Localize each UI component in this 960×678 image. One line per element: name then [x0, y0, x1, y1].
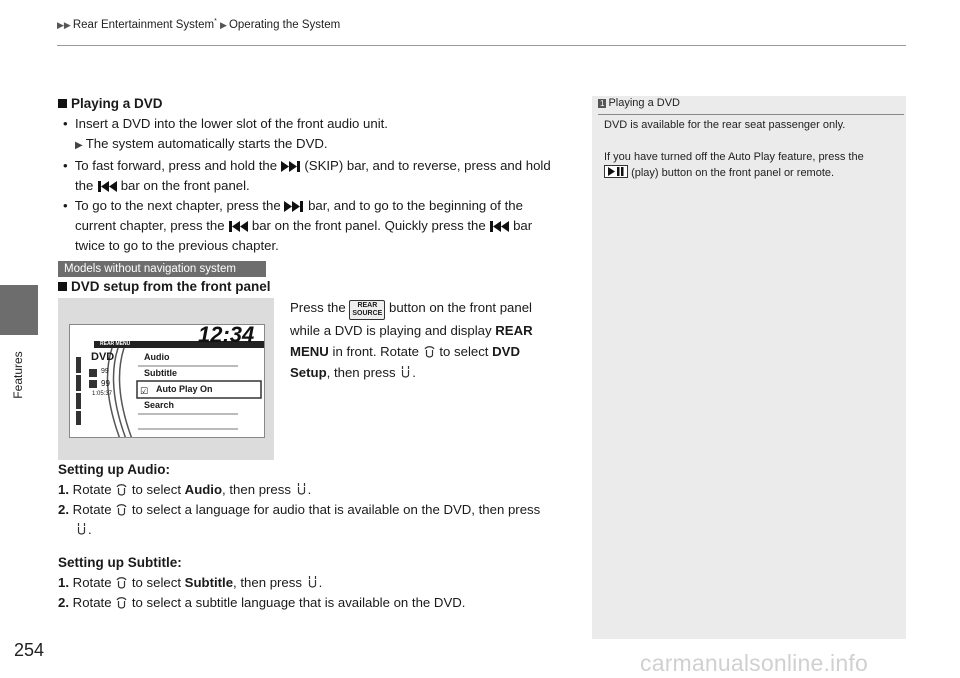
bullet-1-sub: ▶ The system automatically starts the DVD. — [75, 136, 328, 151]
breadcrumb-arrow-icon: ▶▶ — [57, 19, 71, 30]
play-pause-icon — [604, 165, 628, 178]
press-knob-icon — [75, 522, 88, 536]
breadcrumb-arrow-icon: ▶ — [220, 19, 227, 30]
audio-section — [58, 460, 588, 540]
playing-heading: Playing a DVD — [58, 94, 588, 114]
subtitle-heading: Setting up Subtitle: — [58, 555, 182, 570]
skip-back-icon — [228, 221, 248, 232]
subtitle-section — [58, 553, 588, 613]
note-title: 1 Playing a DVD — [600, 97, 680, 109]
breadcrumb — [57, 18, 340, 31]
note-rule — [598, 114, 904, 115]
square-bullet-icon — [58, 282, 67, 291]
skip-back-icon — [97, 181, 117, 192]
header-rule — [57, 45, 906, 46]
audio-heading: Setting up Audio: — [58, 462, 170, 477]
rear-menu-screen — [69, 324, 265, 438]
press-knob-icon — [399, 365, 412, 379]
press-knob-icon — [306, 575, 319, 589]
bullet-2: • To fast forward, press and hold the (SKIP) bar, and to reverse, press and hold — [63, 158, 551, 173]
title-number: 99 — [101, 368, 109, 375]
skip-forward-icon — [284, 201, 304, 212]
playing-section — [58, 94, 588, 256]
press-knob-icon — [295, 482, 308, 496]
breadcrumb-part2: Operating the System — [228, 18, 341, 31]
svg-text:☑: ☑ — [140, 387, 149, 397]
note-paragraph-2: If you have turned off the Auto Play feature, press the (play) button on the front panel or remote. — [604, 151, 864, 179]
subtitle-step-2: 2. Rotate to select a subtitle language that is available on the DVD. — [58, 595, 466, 610]
note-paragraph-1: DVD is available for the rear seat passenger only. — [604, 119, 846, 131]
audio-step-1: 1. Rotate to select Audio, then press . — [58, 482, 312, 497]
note-ref-icon: 1 — [600, 99, 605, 108]
setup-heading: DVD setup from the front panel — [58, 277, 271, 297]
subtitle-step-1: 1. Rotate to select Subtitle, then press . — [58, 575, 323, 590]
rotate-knob-icon — [115, 595, 128, 609]
side-tab-label: Features — [11, 351, 25, 399]
breadcrumb-asterisk: * — [214, 18, 217, 25]
result-arrow-icon: ▶ — [75, 140, 83, 151]
chapter-number: 99 — [101, 379, 110, 388]
audio-step-2-cont: . — [58, 520, 588, 540]
skip-forward-icon — [281, 161, 301, 172]
menu-item-subtitle: Subtitle — [144, 368, 177, 378]
page-number: 254 — [14, 640, 45, 660]
bullet-3: • To go to the next chapter, press the bar, and to go to the beginning of the — [63, 198, 523, 213]
clock: 12:34 — [198, 324, 255, 347]
rear-menu-label: REAR MENU — [100, 341, 131, 347]
rear-source-button-icon: REAR SOURCE — [349, 300, 385, 320]
bullet-3-end: twice to go to the previous chapter. — [75, 238, 279, 253]
bullet-2-cont: the bar on the front panel. — [75, 178, 250, 193]
watermark: carmanualsonline.info — [640, 650, 868, 676]
square-bullet-icon — [58, 99, 67, 108]
rotate-knob-icon — [423, 344, 436, 358]
menu-item-audio: Audio — [144, 352, 170, 362]
rotate-knob-icon — [115, 482, 128, 496]
skip-back-icon — [489, 221, 509, 232]
side-tab — [0, 285, 38, 335]
rotate-knob-icon — [115, 575, 128, 589]
models-badge: Models without navigation system — [58, 261, 266, 277]
rotate-knob-icon — [115, 502, 128, 516]
menu-item-search: Search — [144, 400, 175, 410]
breadcrumb-part1: Rear Entertainment System — [72, 18, 215, 31]
audio-step-2: 2. Rotate to select a language for audio that is available on the DVD, then press — [58, 502, 541, 517]
bullet-3-cont: current chapter, press the bar on the front panel. Quickly press the bar — [75, 218, 533, 233]
menu-item-auto-play: Auto Play On — [156, 384, 213, 394]
dvd-label: DVD — [91, 351, 115, 363]
elapsed-time: 1:05:37 — [92, 391, 113, 397]
bullet-1: • Insert a DVD into the lower slot of the front audio unit. — [63, 116, 388, 131]
setup-instructions: Press the REAR SOURCE button on the front panel while a DVD is playing and display REAR MENU in front. Rotate to select DVD Setup, then press . — [290, 300, 533, 380]
